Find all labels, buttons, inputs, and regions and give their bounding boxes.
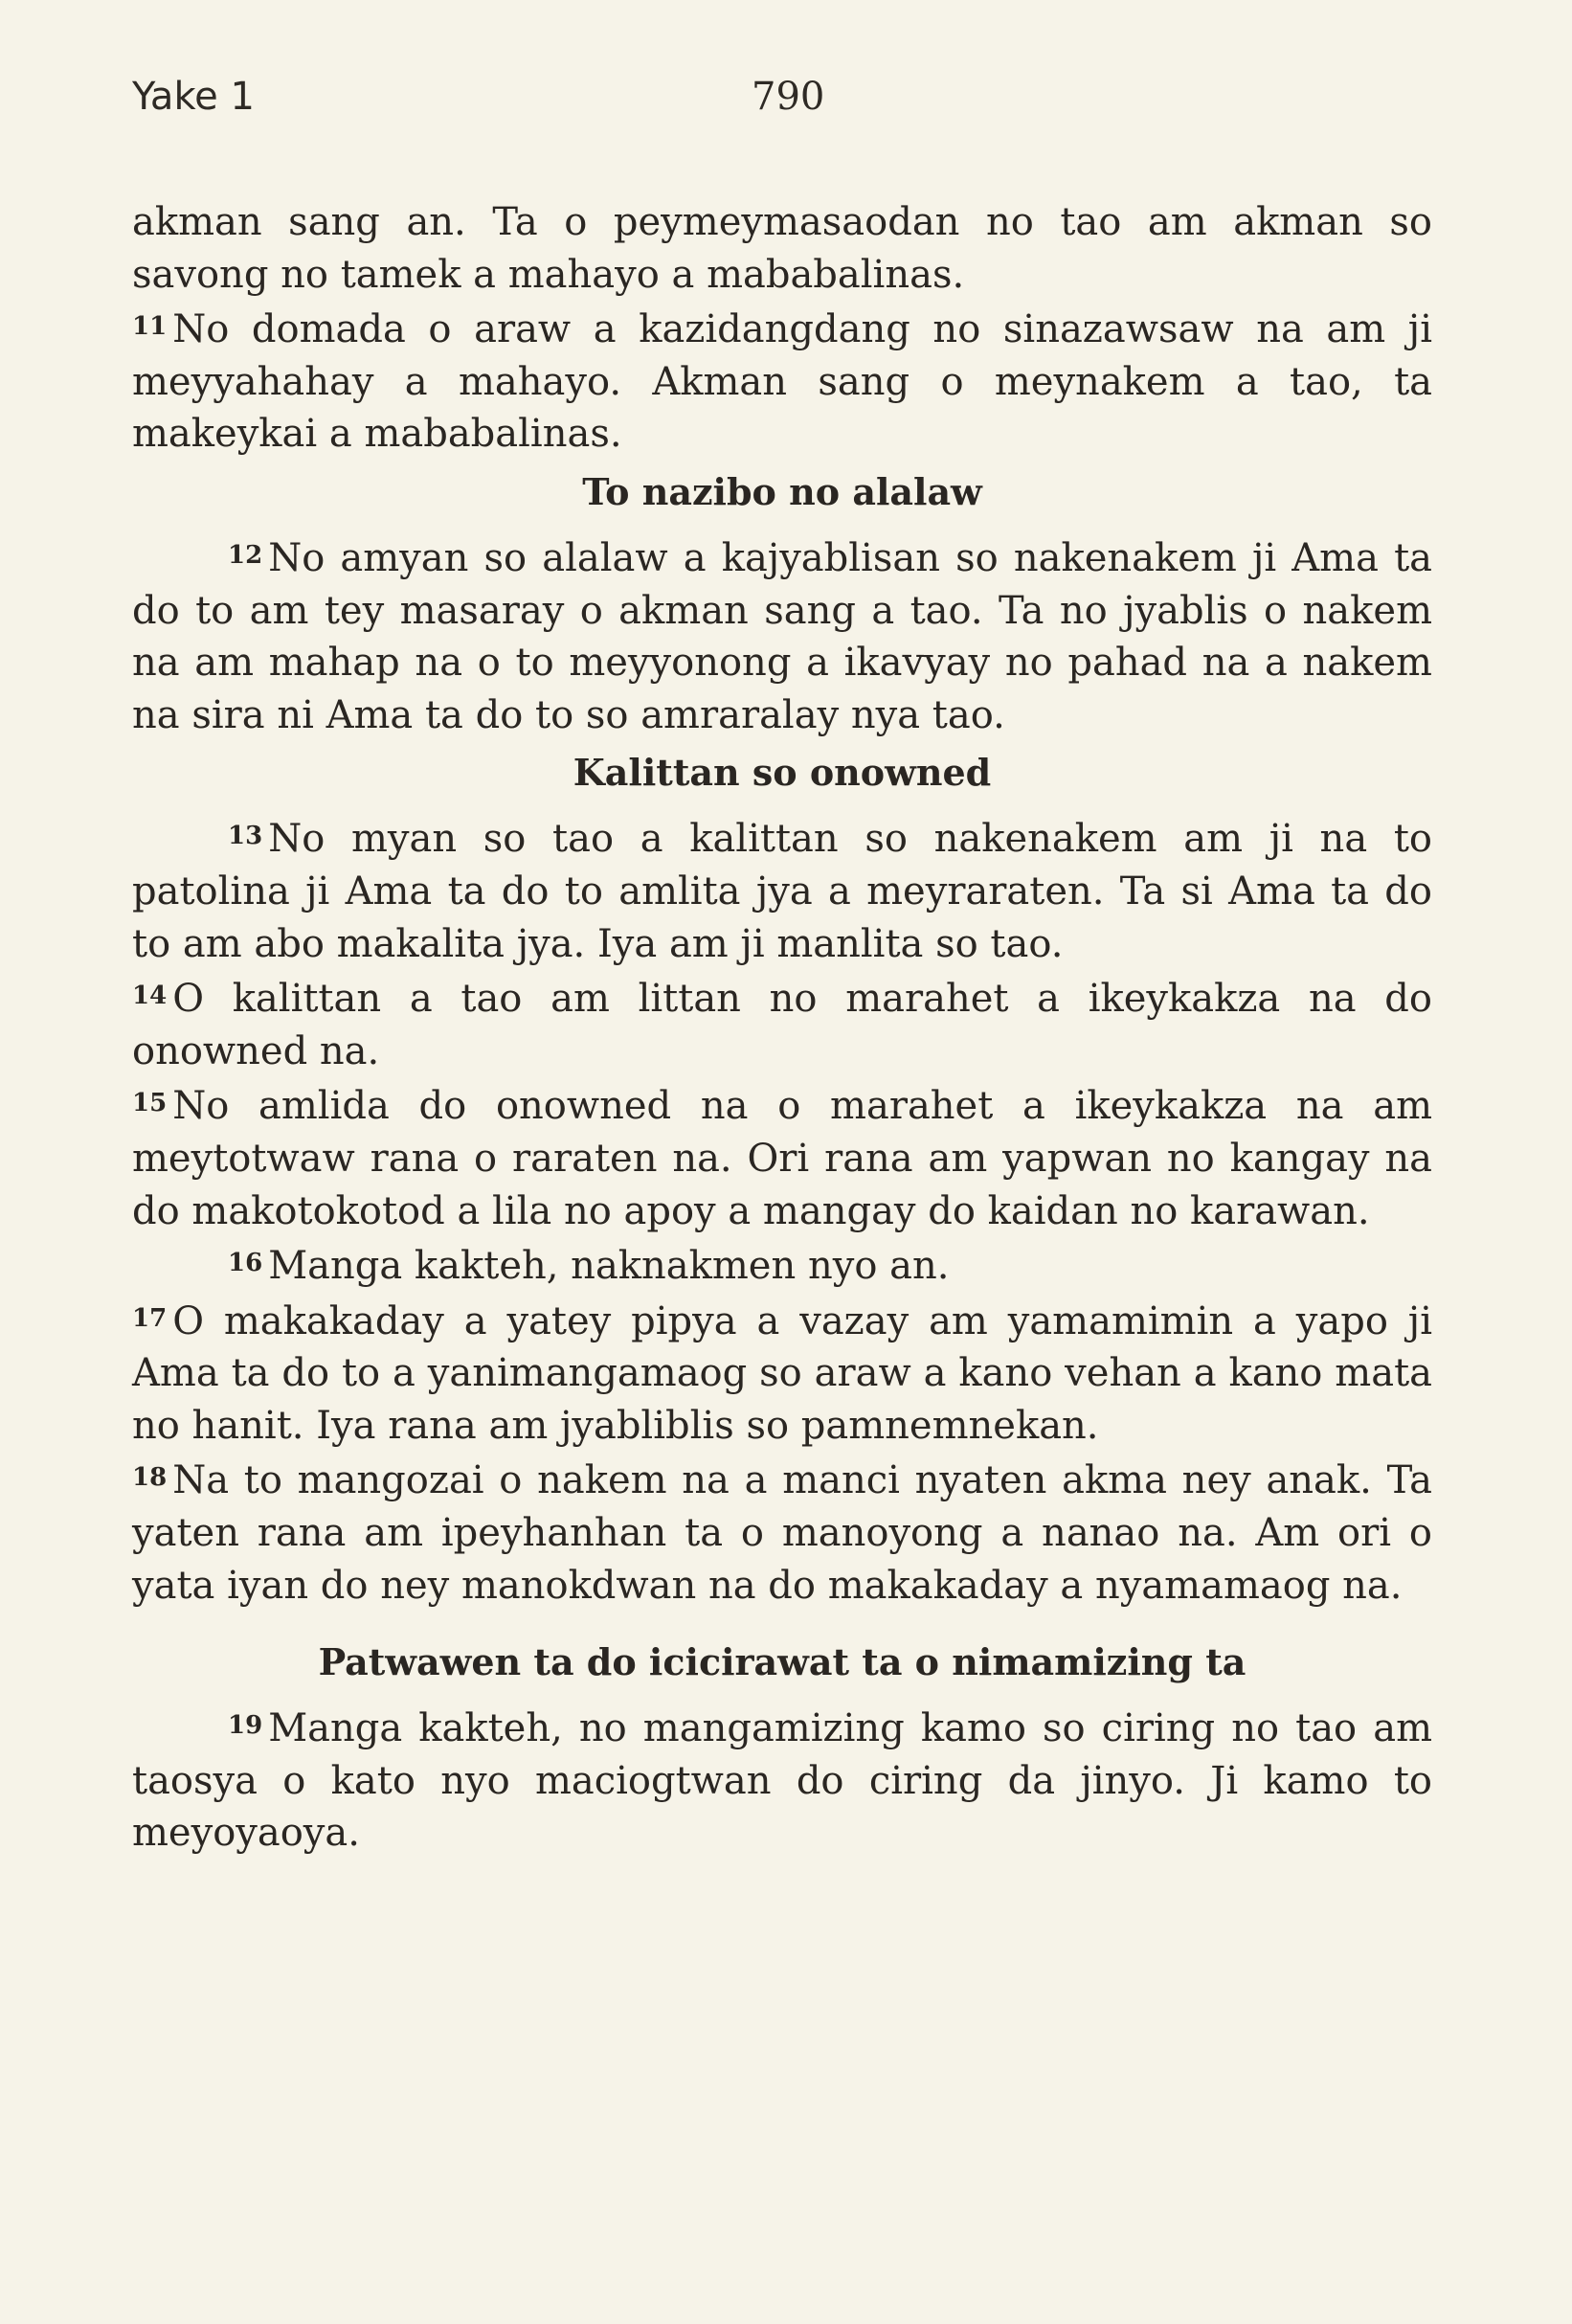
verse-number: 17	[132, 1303, 168, 1333]
section-heading: Kalittan so onowned	[573, 751, 992, 795]
verse-number: 18	[132, 1463, 168, 1493]
body-text	[132, 196, 1432, 1860]
verse-number: 13	[228, 822, 263, 851]
verse-text: No domada o araw a kazidangdang no sinazawsaw na am ji meyyahahay a mahayo. Akman sang o meynakem a tao, ta makeykai a mababalinas.	[132, 307, 1432, 457]
verse-text: O makakaday a yatey pipya a vazay am yamamimin a yapo ji Ama ta do to a yanimangamaog so araw a kano vehan a kano mata no hanit. Iya rana am jyabliblis so pamnemnekan.	[132, 1298, 1432, 1448]
verse-12	[132, 530, 1432, 741]
paragraph-text: akman sang an. Ta o peymeymasaodan no tao am akman so savong no tamek a mahayo a mababalinas.	[132, 200, 1432, 297]
verse-number: 12	[228, 540, 263, 570]
verse-text: Na to mangozai o nakem na a manci nyaten akma ney anak. Ta yaten rana am ipeyhanhan ta o manoyong a nanao na. Am ori o yata iyan do ney manokdwan na do makakaday a nyamamaog na.	[132, 1458, 1432, 1608]
verse-text: No myan so tao a kalittan so nakenakem am ji na to patolina ji Ama ta do to amlita jya a meyraraten. Ta si Ama ta do to am abo makalita jya. Iya am ji manlita so tao.	[132, 817, 1432, 966]
verse-19	[132, 1700, 1432, 1860]
running-head	[132, 75, 1434, 132]
verse-number: 16	[228, 1249, 263, 1278]
verse-number: 19	[228, 1711, 263, 1741]
verse-15	[132, 1077, 1432, 1237]
verse-text: O kalittan a tao am littan no marahet a ikeykakza na do onowned na.	[132, 977, 1432, 1073]
paragraph-continuation	[132, 196, 1432, 301]
section-heading: To nazibo no alalaw	[582, 469, 982, 513]
verse-16	[132, 1237, 1432, 1293]
verse-13	[132, 810, 1432, 970]
page-number: 790	[752, 75, 825, 119]
verse-text: Manga kakteh, no mangamizing kamo so ciring no tao am taosya o kato nyo maciogtwan do ciring da jinyo. Ji kamo to meyoyaoya.	[132, 1706, 1432, 1856]
verse-17	[132, 1293, 1432, 1453]
verse-number: 14	[132, 981, 168, 1011]
verse-number: 15	[132, 1089, 168, 1118]
verse-18	[132, 1452, 1432, 1612]
verse-text: Manga kakteh, naknakmen nyo an.	[268, 1244, 950, 1289]
verse-text: No amyan so alalaw a kajyablisan so nakenakem ji Ama ta do to am tey masaray o akman sang a tao. Ta no jyablis o nakem na am mahap na o to meyyonong a ikavyay no pahad na a nakem na sira ni Ama ta do to so amraralay nya tao.	[132, 535, 1432, 737]
verse-number: 11	[132, 312, 168, 342]
verse-14	[132, 970, 1432, 1077]
spacer	[132, 1612, 1432, 1631]
verse-11	[132, 301, 1432, 461]
section-heading: Patwawen ta do icicirawat ta o nimamizing ta	[318, 1640, 1246, 1684]
verse-text: No amlida do onowned na o marahet a ikeykakza na am meytotwaw rana o raraten na. Ori rana am yapwan no kangay na do makotokotod a lila no apoy a mangay do kaidan no karawan.	[132, 1084, 1432, 1233]
book-reference: Yake 1	[132, 75, 255, 119]
